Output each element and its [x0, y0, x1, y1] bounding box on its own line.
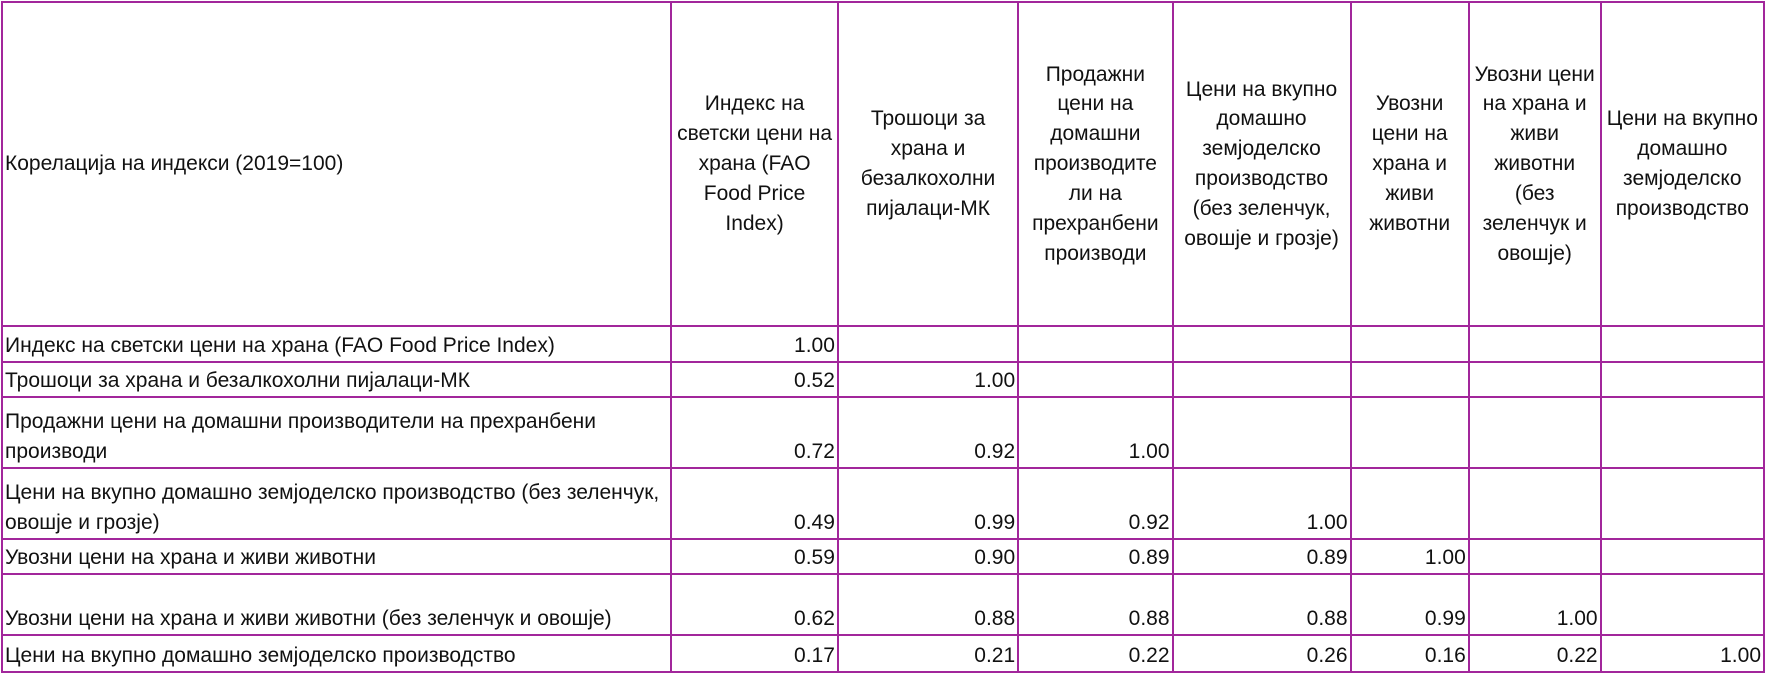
row-label: Цени на вкупно домашно земјоделско производство (без зеленчук, овошје и грозје)	[2, 468, 671, 539]
table-cell	[1469, 362, 1601, 397]
table-cell: 0.99	[838, 468, 1018, 539]
table-row	[2, 539, 1764, 574]
table-cell	[1173, 326, 1351, 362]
table-cell	[1351, 362, 1469, 397]
table-cell: 1.00	[1469, 574, 1601, 635]
table-row	[2, 397, 1764, 468]
table-cell	[1469, 397, 1601, 468]
column-header: Цени на вкупно домашно земјоделско производство (без зеленчук, овошје и грозје)	[1173, 2, 1351, 326]
column-header: Увозни цени на храна и живи животни (без зеленчук и овошје)	[1469, 2, 1601, 326]
table-cell	[1601, 574, 1764, 635]
column-header: Увозни цени на храна и живи животни	[1351, 2, 1469, 326]
column-header: Цени на вкупно домашно земјоделско производство	[1601, 2, 1764, 326]
header-row	[2, 2, 1764, 326]
table-cell: 0.89	[1018, 539, 1172, 574]
table-cell: 0.92	[838, 397, 1018, 468]
row-label: Увозни цени на храна и живи животни (без зеленчук и овошје)	[2, 574, 671, 635]
table-cell: 0.99	[1351, 574, 1469, 635]
table-cell: 0.22	[1469, 635, 1601, 672]
table-cell	[838, 326, 1018, 362]
table-cell: 0.72	[671, 397, 838, 468]
table-cell	[1351, 468, 1469, 539]
column-header: Продажни цени на домашни производите ли на прехранбени производи	[1018, 2, 1172, 326]
row-label: Цени на вкупно домашно земјоделско производство	[2, 635, 671, 672]
corner-label: Корелација на индекси (2019=100)	[2, 2, 671, 326]
table-cell	[1173, 362, 1351, 397]
table-cell: 1.00	[1018, 397, 1172, 468]
table-cell: 1.00	[1351, 539, 1469, 574]
table-cell: 0.89	[1173, 539, 1351, 574]
table-cell: 0.21	[838, 635, 1018, 672]
table-cell	[1601, 539, 1764, 574]
column-header: Индекс на светски цени на храна (FAO Food Price Index)	[671, 2, 838, 326]
table-cell: 0.52	[671, 362, 838, 397]
table-row	[2, 326, 1764, 362]
table-cell: 1.00	[671, 326, 838, 362]
table-cell: 0.92	[1018, 468, 1172, 539]
table-cell: 0.26	[1173, 635, 1351, 672]
table-cell	[1469, 539, 1601, 574]
row-label: Продажни цени на домашни производители на прехранбени производи	[2, 397, 671, 468]
table-cell: 0.88	[1173, 574, 1351, 635]
table-cell	[1469, 468, 1601, 539]
table-cell	[1018, 362, 1172, 397]
table-cell: 1.00	[1601, 635, 1764, 672]
table-cell: 0.59	[671, 539, 838, 574]
table-cell	[1601, 362, 1764, 397]
table-cell: 0.16	[1351, 635, 1469, 672]
table-cell: 1.00	[1173, 468, 1351, 539]
table-cell	[1601, 397, 1764, 468]
table-row	[2, 635, 1764, 672]
table-cell: 0.88	[838, 574, 1018, 635]
row-label: Индекс на светски цени на храна (FAO Food Price Index)	[2, 326, 671, 362]
table-cell	[1601, 326, 1764, 362]
table-cell: 0.22	[1018, 635, 1172, 672]
table-row	[2, 362, 1764, 397]
correlation-table	[1, 1, 1765, 673]
table-cell	[1469, 326, 1601, 362]
table-cell: 0.49	[671, 468, 838, 539]
table-cell: 0.17	[671, 635, 838, 672]
table-cell: 0.90	[838, 539, 1018, 574]
table-cell	[1351, 397, 1469, 468]
table-cell	[1173, 397, 1351, 468]
table-cell	[1018, 326, 1172, 362]
table-cell: 0.88	[1018, 574, 1172, 635]
row-label: Увозни цени на храна и живи животни	[2, 539, 671, 574]
table-cell: 0.62	[671, 574, 838, 635]
table-cell	[1351, 326, 1469, 362]
table-row	[2, 574, 1764, 635]
table-cell: 1.00	[838, 362, 1018, 397]
table-row	[2, 468, 1764, 539]
column-header: Трошоци за храна и безалкохолни пијалаци-МК	[838, 2, 1018, 326]
table-cell	[1601, 468, 1764, 539]
row-label: Трошоци за храна и безалкохолни пијалаци-МК	[2, 362, 671, 397]
